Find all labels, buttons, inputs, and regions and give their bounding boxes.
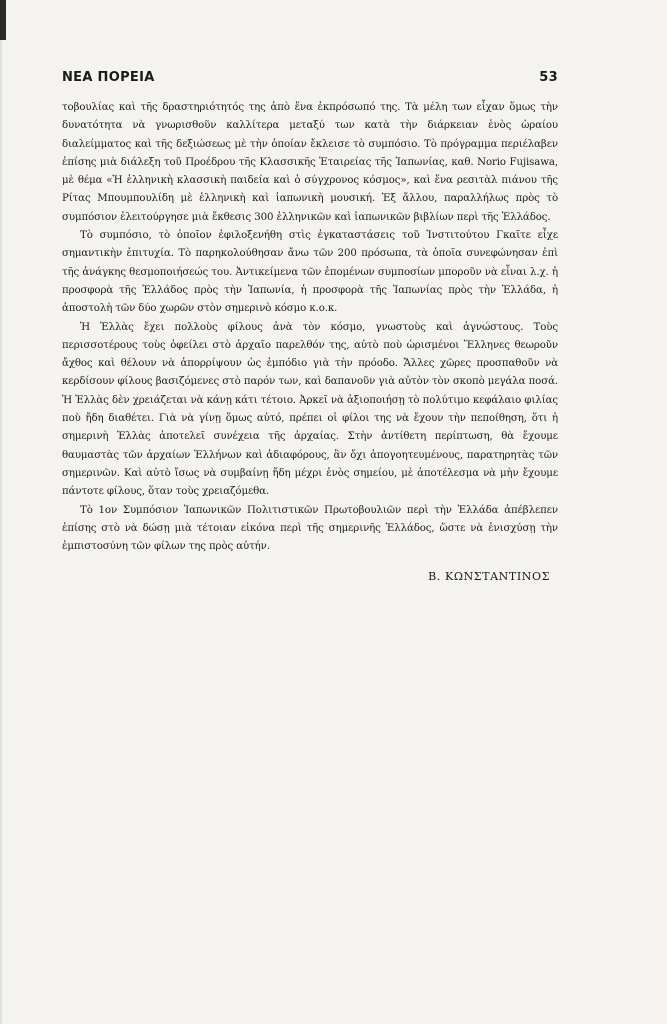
paragraph: Τὸ 1ον Συμπόσιον Ἰαπωνικῶν Πολιτιστικῶν Πρωτοβουλιῶν περὶ τὴν Ἑλλάδα ἀπέβλεπεν ἐπίσης στὸ νὰ δώσῃ μιὰ τέτοιαν εἰκόνα περὶ τῆς σημερινῆς Ἑλλάδος, ὥστε νὰ ἐνισχύσῃ τὴν ἐμπιστοσύνη τῶν φίλων της πρὸς αὐτήν. [62, 504, 558, 553]
paragraph: Τὸ συμπόσιο, τὸ ὁποῖον ἐφιλοξενήθη στὶς ἐγκαταστάσεις τοῦ Ἰνστιτούτου Γκαῖτε εἶχε σημαντικὴν ἐπιτυχία. Τὸ παρηκολούθησαν ἄνω τῶν 200 πρόσωπα, τὰ ὁποῖα συνεφώνησαν ἐπὶ τῆς ἀνάγκης θεσμοποιήσεώς του. Ἀντικείμενα τῶν ἑπομένων συμποσίων μποροῦν νὰ εἶναι λ.χ. ἡ προσφορὰ τῆς Ἑλλάδος πρὸς τὴν Ἰαπωνία, ἡ προσφορὰ τῆς Ἰαπωνίας πρὸς τὴν Ἑλλάδα, ἡ ἀποστολὴ τῶν δύο χωρῶν στὸν σημερινὸ κόσμο κ.ο.κ. [62, 230, 558, 315]
running-header [62, 70, 558, 85]
paragraph: Ἡ Ἑλλὰς ἔχει πολλοὺς φίλους ἀνὰ τὸν κόσμο, γνωστοὺς καὶ ἀγνώστους. Τοὺς περισσοτέρους τοὺς ὀφείλει στὸ ἀρχαῖο παρελθόν της, αὐτὸ ποὺ ὡρισμένοι Ἕλληνες θεωροῦν ἄχθος καὶ θέλουν νὰ ἀπορρίψουν ὡς ἐμπόδιο γιὰ τὴν πρόοδο. Ἄλλες χῶρες προσπαθοῦν νὰ κερδίσουν φίλους βασιζόμενες στὸ παρόν των, καὶ δαπανοῦν γιὰ αὐτὸν τὸν σκοπὸ μεγάλα ποσά. Ἡ Ἑλλὰς δὲν χρειάζεται νὰ κάνῃ κάτι τέτοιο. Ἀρκεῖ νὰ ἀξιοποιήσῃ τὸ πολύτιμο κεφάλαιο φιλίας ποὺ ἤδη διαθέτει. Γιὰ νὰ γίνῃ ὅμως αὐτό, πρέπει οἱ φίλοι της νὰ ἔχουν τὴν πεποίθηση, ὅτι ἡ σημερινὴ Ἑλλὰς ἀποτελεῖ συνέχεια τῆς ἀρχαίας. Στὴν ἀντίθετη περίπτωση, θὰ ἔχουμε θαυμαστὰς τῶν ἀρχαίων Ἑλλήνων καὶ ἀδιαφόρους, ἂν ὄχι ἀπογοητευμένους, παρατηρητὰς τῶν σημερινῶν. Καὶ αὐτὸ ἴσως νὰ συμβαίνῃ ἤδη μέχρι ἑνὸς σημείου, μὲ ἀποτέλεσμα νὰ μὴν ἔχουμε πάντοτε φίλους, ὅταν τοὺς χρειαζόμεθα. [62, 321, 558, 498]
journal-title: ΝΕΑ ΠΟΡΕΙΑ [62, 70, 155, 85]
article-body [62, 99, 558, 556]
scan-shadow [0, 0, 3, 1024]
document-page [62, 70, 558, 583]
author-signature: Β. ΚΩΝΣΤΑΝΤΙΝΟΣ [428, 570, 550, 584]
paragraph: τοβουλίας καὶ τῆς δραστηριότητός της ἀπὸ ἕνα ἐκπρόσωπό της. Τὰ μέλη των εἶχαν ὅμως τὴν δυνατότητα νὰ γνωρισθοῦν καλλίτερα μεταξύ των κατὰ τὴν διάρκειαν ἑνὸς ὡραίου διαλείμματος καὶ τῆς δεξιώσεως μὲ τὴν ὁποίαν ἔκλεισε τὸ συμπόσιο. Τὸ πρόγραμμα περιέλαβεν ἐπίσης μιὰ διάλεξη τοῦ Προέδρου τῆς Κλασσικῆς Ἑταιρείας τῆς Ἰαπωνίας, καθ. Norio Fujisawa, μὲ θέμα «Ἡ ἑλληνικὴ κλασσικὴ παιδεία καὶ ὁ σύγχρονος κόσμος», καὶ ἕνα ρεσιτὰλ πιάνου τῆς Ρίτας Μπουμπουλίδη μὲ ἑλληνικὴ καὶ ἰαπωνικὴ μουσική. Ἐξ ἄλλου, παραλλήλως πρὸς τὸ συμπόσιον ἐλειτούργησε μιὰ ἔκθεσις 300 ἑλληνικῶν καὶ ἰαπωνικῶν βιβλίων περὶ τῆς Ἑλλάδος. [62, 102, 558, 223]
page-number: 53 [539, 70, 558, 85]
scan-edge-mark [0, 0, 6, 40]
